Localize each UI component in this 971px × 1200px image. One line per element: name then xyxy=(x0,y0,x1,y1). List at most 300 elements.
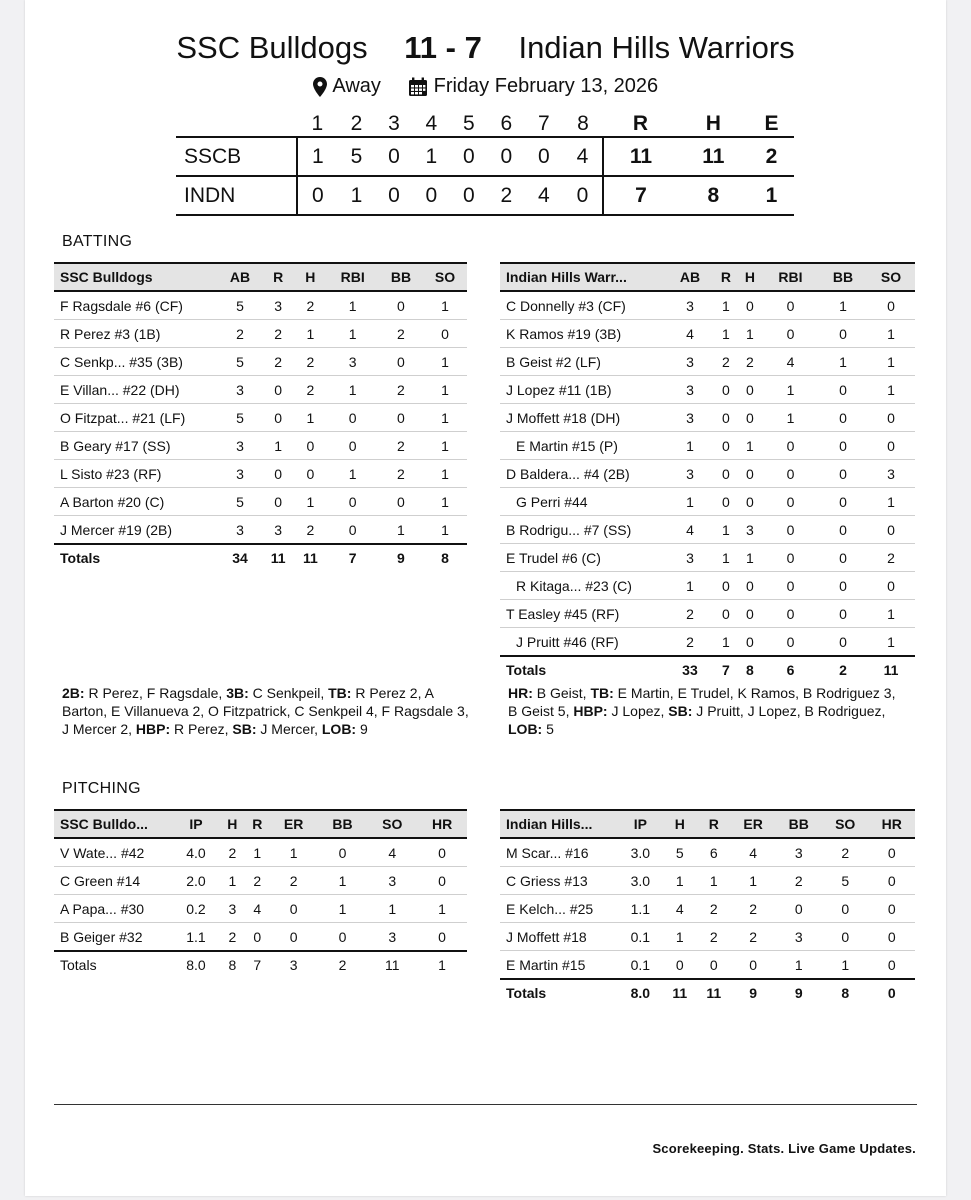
stat-value: 1 xyxy=(867,628,915,657)
inning-header: 1 xyxy=(311,112,324,135)
player-row xyxy=(500,838,915,867)
stat-column-header: SO xyxy=(367,810,417,838)
stat-value: 2 xyxy=(294,291,326,320)
stat-value: 3.0 xyxy=(618,838,663,867)
stat-value: 0 xyxy=(379,404,423,432)
stat-value: 0 xyxy=(762,291,819,320)
player-row xyxy=(500,572,915,600)
stat-column-header: BB xyxy=(819,263,867,291)
stat-value: 0 xyxy=(867,291,915,320)
inning-score: 1 xyxy=(338,176,375,215)
stat-value: 1 xyxy=(697,867,731,895)
totals-row xyxy=(500,656,915,683)
stat-value: 3 xyxy=(218,516,262,545)
stat-value: 0 xyxy=(868,867,915,895)
totals-value: 8 xyxy=(746,662,754,678)
stat-value: 4 xyxy=(663,895,697,923)
hits-header: H xyxy=(705,112,721,135)
stat-value: 0 xyxy=(379,291,423,320)
stat-column-header: BB xyxy=(379,263,423,291)
stat-value: 0 xyxy=(663,951,697,980)
stat-value: 1 xyxy=(326,320,378,348)
stat-value: 0 xyxy=(270,895,318,923)
stat-value: 0 xyxy=(326,404,378,432)
inning-score: 1 xyxy=(413,137,450,176)
stat-value: 3 xyxy=(738,516,762,544)
location-label: Away xyxy=(332,75,381,98)
totals-value: 34 xyxy=(232,550,248,566)
stat-column-header: R xyxy=(245,810,270,838)
stat-value: 0 xyxy=(822,923,868,951)
stat-value: 1 xyxy=(663,867,697,895)
totals-value: 8 xyxy=(228,957,237,973)
stat-value: 1 xyxy=(318,867,368,895)
stat-value: 0 xyxy=(868,895,915,923)
stat-value: 5 xyxy=(218,291,262,320)
stat-value: 0 xyxy=(417,923,467,952)
stat-value: 5 xyxy=(218,488,262,516)
stat-column-header: H xyxy=(738,263,762,291)
stat-value: 3 xyxy=(218,460,262,488)
totals-label: Totals xyxy=(60,957,97,973)
stat-value: 0 xyxy=(245,923,270,952)
stat-value: 4 xyxy=(731,838,776,867)
pitching-section-label: PITCHING xyxy=(62,780,141,797)
stat-value: 0 xyxy=(417,867,467,895)
team-column-header: Indian Hills Warr... xyxy=(500,263,666,291)
stat-value: 1 xyxy=(270,838,318,867)
stat-value: 3 xyxy=(666,291,714,320)
totals-value: 11 xyxy=(883,662,899,678)
stat-value: 2 xyxy=(775,867,821,895)
stat-column-header: AB xyxy=(666,263,714,291)
linescore-team: INDN xyxy=(176,176,297,215)
stat-column-header: IP xyxy=(172,810,220,838)
stat-column-header: AB xyxy=(218,263,262,291)
stat-value: 0 xyxy=(867,404,915,432)
stat-value: 0.1 xyxy=(618,923,663,951)
batting-table-away xyxy=(500,262,915,683)
stat-column-header: R xyxy=(262,263,294,291)
stat-value: 0 xyxy=(819,432,867,460)
player-row xyxy=(54,838,467,867)
stat-value: 1 xyxy=(326,291,378,320)
player-name: M Scar... #16 xyxy=(500,838,618,867)
inning-header: 7 xyxy=(538,112,550,135)
hits-total: 8 xyxy=(678,176,749,215)
stat-value: 0 xyxy=(762,544,819,572)
stat-value: 1 xyxy=(714,320,738,348)
totals-row xyxy=(54,544,467,571)
stat-value: 0 xyxy=(262,376,294,404)
stat-value: 0 xyxy=(762,628,819,657)
stat-value: 1 xyxy=(867,600,915,628)
stat-value: 2 xyxy=(245,867,270,895)
totals-value: 9 xyxy=(749,985,758,1001)
stat-value: 0 xyxy=(867,516,915,544)
stat-value: 1 xyxy=(417,895,467,923)
team-column-header: Indian Hills... xyxy=(500,810,618,838)
stat-value: 1 xyxy=(775,951,821,980)
stat-value: 2 xyxy=(731,923,776,951)
stat-value: 0.2 xyxy=(172,895,220,923)
stat-value: 1 xyxy=(714,544,738,572)
stat-value: 3 xyxy=(666,544,714,572)
inning-header: 5 xyxy=(463,112,475,135)
stat-value: 5 xyxy=(218,404,262,432)
stat-value: 0 xyxy=(714,460,738,488)
inning-score: 0 xyxy=(525,137,562,176)
linescore-row xyxy=(176,176,794,215)
stat-value: 1 xyxy=(423,488,467,516)
location-pin-icon xyxy=(313,75,333,97)
stat-column-header: ER xyxy=(270,810,318,838)
player-row xyxy=(500,544,915,572)
stat-value: 2 xyxy=(731,895,776,923)
player-name: J Pruitt #46 (RF) xyxy=(500,628,666,657)
player-name: C Green #14 xyxy=(54,867,172,895)
player-name: B Rodrigu... #7 (SS) xyxy=(500,516,666,544)
stat-value: 1 xyxy=(867,488,915,516)
calendar-icon xyxy=(408,75,434,97)
player-row xyxy=(500,460,915,488)
stat-value: 0 xyxy=(819,572,867,600)
stat-value: 2 xyxy=(262,348,294,376)
stat-value: 3 xyxy=(367,867,417,895)
totals-value: 11 xyxy=(302,550,318,566)
stat-column-header: IP xyxy=(618,810,663,838)
stat-value: 1 xyxy=(423,348,467,376)
player-name: J Moffett #18 xyxy=(500,923,618,951)
stat-column-header: BB xyxy=(775,810,821,838)
stat-value: 0 xyxy=(262,460,294,488)
player-row xyxy=(54,348,467,376)
stat-value: 0 xyxy=(762,516,819,544)
stat-value: 2 xyxy=(867,544,915,572)
stat-value: 1 xyxy=(423,460,467,488)
player-name: E Kelch... #25 xyxy=(500,895,618,923)
stat-value: 1 xyxy=(666,432,714,460)
stat-value: 0 xyxy=(738,404,762,432)
player-row xyxy=(54,376,467,404)
player-row xyxy=(54,867,467,895)
stat-value: 3 xyxy=(775,923,821,951)
player-row xyxy=(54,923,467,952)
stat-value: 1 xyxy=(367,895,417,923)
totals-value: 6 xyxy=(786,662,795,678)
stat-value: 1 xyxy=(326,376,378,404)
stat-value: 2.0 xyxy=(172,867,220,895)
stat-value: 2 xyxy=(294,376,326,404)
player-name: E Trudel #6 (C) xyxy=(500,544,666,572)
stat-value: 1 xyxy=(714,516,738,544)
totals-row xyxy=(54,951,467,978)
stat-value: 3 xyxy=(326,348,378,376)
player-row xyxy=(54,432,467,460)
stat-value: 1 xyxy=(423,432,467,460)
stat-column-header: R xyxy=(714,263,738,291)
inning-header: 3 xyxy=(388,112,400,135)
stat-value: 1 xyxy=(423,291,467,320)
stat-value: 0 xyxy=(819,516,867,544)
stat-value: 0 xyxy=(262,488,294,516)
player-row xyxy=(500,895,915,923)
runs-total: 7 xyxy=(603,176,677,215)
batting-table-home xyxy=(54,262,467,571)
game-title xyxy=(0,30,971,66)
stat-value: 0 xyxy=(762,488,819,516)
stat-value: 1 xyxy=(423,404,467,432)
stat-value: 0 xyxy=(822,895,868,923)
stat-value: 2 xyxy=(294,348,326,376)
stat-value: 1 xyxy=(867,376,915,404)
stat-value: 0 xyxy=(714,404,738,432)
stat-value: 1 xyxy=(714,628,738,657)
player-name: F Ragsdale #6 (CF) xyxy=(54,291,218,320)
player-name: C Senkp... #35 (3B) xyxy=(54,348,218,376)
stat-value: 0 xyxy=(738,488,762,516)
totals-label: Totals xyxy=(506,662,547,678)
stat-value: 0 xyxy=(762,572,819,600)
stat-value: 2 xyxy=(294,516,326,545)
player-row xyxy=(500,600,915,628)
stat-value: 3 xyxy=(666,348,714,376)
player-name: L Sisto #23 (RF) xyxy=(54,460,218,488)
stat-value: 1 xyxy=(294,320,326,348)
player-name: J Moffett #18 (DH) xyxy=(500,404,666,432)
stat-value: 0 xyxy=(819,376,867,404)
stat-value: 0 xyxy=(326,432,378,460)
stat-value: 2 xyxy=(379,432,423,460)
player-name: J Lopez #11 (1B) xyxy=(500,376,666,404)
stat-value: 0 xyxy=(423,320,467,348)
totals-value: 9 xyxy=(794,985,803,1001)
hits-total: 11 xyxy=(678,137,749,176)
totals-value: 7 xyxy=(722,662,730,678)
totals-value: 8 xyxy=(441,550,449,566)
player-name: A Papa... #30 xyxy=(54,895,172,923)
inning-score: 0 xyxy=(413,176,450,215)
player-row xyxy=(500,628,915,657)
stat-value: 1 xyxy=(379,516,423,545)
stat-value: 0 xyxy=(762,600,819,628)
stat-column-header: HR xyxy=(868,810,915,838)
totals-value: 8.0 xyxy=(630,985,651,1001)
stat-value: 3 xyxy=(262,516,294,545)
batting-notes-home: 2B: R Perez, F Ragsdale, 3B: C Senkpeil, TB: R Perez 2, A Barton, E Villanueva 2, O Fitzpatrick, C Senkpeil 4, F Ragsdale 3, J Mercer 2, HBP: R Perez, SB: J Mercer, LOB: 9 xyxy=(62,685,469,737)
stat-column-header: H xyxy=(294,263,326,291)
player-row xyxy=(54,895,467,923)
stat-value: 1 xyxy=(220,867,245,895)
stat-value: 0 xyxy=(714,600,738,628)
home-team-name: SSC Bulldogs xyxy=(176,30,368,65)
footer-tagline: Scorekeeping. Stats. Live Game Updates. xyxy=(652,1141,916,1156)
stat-value: 1 xyxy=(714,291,738,320)
stat-column-header: H xyxy=(663,810,697,838)
footer-divider xyxy=(54,1104,917,1105)
player-row xyxy=(500,376,915,404)
stat-value: 0 xyxy=(417,838,467,867)
player-name: C Griess #13 xyxy=(500,867,618,895)
inning-score: 5 xyxy=(338,137,375,176)
stat-value: 3 xyxy=(666,460,714,488)
player-name: E Martin #15 (P) xyxy=(500,432,666,460)
stat-value: 0 xyxy=(867,432,915,460)
stat-value: 2 xyxy=(697,923,731,951)
stat-value: 0 xyxy=(819,404,867,432)
stat-value: 4.0 xyxy=(172,838,220,867)
stat-value: 0.1 xyxy=(618,951,663,980)
totals-row xyxy=(500,979,915,1006)
player-row xyxy=(500,432,915,460)
runs-header: R xyxy=(632,112,649,135)
inning-header: 6 xyxy=(500,112,513,135)
stat-value: 0 xyxy=(762,320,819,348)
stat-value: 0 xyxy=(294,432,326,460)
team-column-header: SSC Bulldogs xyxy=(54,263,218,291)
stat-value: 2 xyxy=(220,923,245,952)
stat-value: 3 xyxy=(666,404,714,432)
errors-total: 1 xyxy=(749,176,794,215)
stat-value: 2 xyxy=(666,600,714,628)
inning-score: 0 xyxy=(375,137,412,176)
totals-value: 11 xyxy=(706,985,722,1001)
player-name: A Barton #20 (C) xyxy=(54,488,218,516)
stat-value: 1 xyxy=(738,432,762,460)
stat-value: 1 xyxy=(819,348,867,376)
player-name: C Donnelly #3 (CF) xyxy=(500,291,666,320)
player-name: B Geary #17 (SS) xyxy=(54,432,218,460)
stat-value: 3 xyxy=(262,291,294,320)
stat-column-header: BB xyxy=(318,810,368,838)
stat-value: 2 xyxy=(666,628,714,657)
stat-column-header: ER xyxy=(731,810,776,838)
stat-value: 2 xyxy=(220,838,245,867)
stat-value: 2 xyxy=(218,320,262,348)
player-name: G Perri #44 xyxy=(500,488,666,516)
stat-value: 2 xyxy=(379,376,423,404)
stat-value: 6 xyxy=(697,838,731,867)
totals-label: Totals xyxy=(60,550,101,566)
pitching-table-home xyxy=(54,809,467,978)
stat-value: 1 xyxy=(822,951,868,980)
pitching-table-away xyxy=(500,809,915,1006)
inning-score: 0 xyxy=(450,137,487,176)
inning-score: 0 xyxy=(297,176,338,215)
final-score: 11 - 7 xyxy=(404,30,482,65)
stat-value: 0 xyxy=(738,572,762,600)
stat-value: 1 xyxy=(762,404,819,432)
inning-score: 0 xyxy=(450,176,487,215)
errors-header: E xyxy=(764,112,779,135)
stat-value: 0 xyxy=(867,572,915,600)
stat-value: 1 xyxy=(738,320,762,348)
totals-value: 2 xyxy=(839,662,847,678)
player-name: B Geist #2 (LF) xyxy=(500,348,666,376)
player-row xyxy=(500,404,915,432)
stat-value: 0 xyxy=(379,348,423,376)
inning-score: 4 xyxy=(563,137,604,176)
stat-value: 1.1 xyxy=(172,923,220,952)
stat-value: 1 xyxy=(762,376,819,404)
stat-value: 2 xyxy=(379,320,423,348)
player-name: R Perez #3 (1B) xyxy=(54,320,218,348)
stat-value: 4 xyxy=(762,348,819,376)
stat-value: 0 xyxy=(714,432,738,460)
inning-score: 2 xyxy=(488,176,525,215)
runs-total: 11 xyxy=(603,137,677,176)
stat-value: 0 xyxy=(738,628,762,657)
linescore-team: SSCB xyxy=(176,137,297,176)
stat-value: 0 xyxy=(819,460,867,488)
stat-value: 1 xyxy=(666,488,714,516)
stat-value: 3 xyxy=(220,895,245,923)
stat-value: 4 xyxy=(367,838,417,867)
player-name: K Ramos #19 (3B) xyxy=(500,320,666,348)
totals-value: 2 xyxy=(338,957,347,973)
stat-value: 5 xyxy=(822,867,868,895)
player-row xyxy=(54,404,467,432)
stat-value: 0 xyxy=(262,404,294,432)
stat-value: 3 xyxy=(218,432,262,460)
linescore-table xyxy=(176,112,794,216)
player-name: O Fitzpat... #21 (LF) xyxy=(54,404,218,432)
player-row xyxy=(500,923,915,951)
stat-value: 0 xyxy=(868,838,915,867)
totals-value: 7 xyxy=(348,550,357,566)
totals-value: 3 xyxy=(289,957,298,973)
player-row xyxy=(54,488,467,516)
stat-value: 3 xyxy=(367,923,417,952)
stat-column-header: HR xyxy=(417,810,467,838)
stat-value: 2 xyxy=(270,867,318,895)
stat-value: 3 xyxy=(775,838,821,867)
stat-value: 5 xyxy=(218,348,262,376)
game-date: Friday February 13, 2026 xyxy=(433,75,659,98)
stat-value: 0 xyxy=(379,488,423,516)
linescore-row xyxy=(176,137,794,176)
stat-value: 2 xyxy=(822,838,868,867)
totals-value: 7 xyxy=(253,957,262,973)
stat-value: 0 xyxy=(762,432,819,460)
stat-value: 2 xyxy=(262,320,294,348)
stat-value: 4 xyxy=(245,895,270,923)
stat-value: 1 xyxy=(262,432,294,460)
stat-value: 0 xyxy=(868,951,915,980)
stat-value: 3.0 xyxy=(618,867,663,895)
stat-value: 5 xyxy=(663,838,697,867)
player-row xyxy=(54,320,467,348)
player-row xyxy=(54,516,467,545)
stat-value: 0 xyxy=(738,600,762,628)
stat-value: 3 xyxy=(218,376,262,404)
stat-value: 1 xyxy=(867,348,915,376)
stat-value: 0 xyxy=(738,376,762,404)
stat-value: 1 xyxy=(318,895,368,923)
stat-column-header: H xyxy=(220,810,245,838)
totals-value: 8.0 xyxy=(186,957,206,973)
totals-label: Totals xyxy=(506,985,547,1001)
stat-value: 0 xyxy=(738,460,762,488)
totals-value: 0 xyxy=(887,985,896,1001)
stat-value: 0 xyxy=(819,600,867,628)
stat-value: 1 xyxy=(423,376,467,404)
player-row xyxy=(500,951,915,980)
stat-value: 4 xyxy=(666,516,714,544)
stat-value: 0 xyxy=(819,628,867,657)
stat-value: 0 xyxy=(775,895,821,923)
stat-value: 1 xyxy=(663,923,697,951)
